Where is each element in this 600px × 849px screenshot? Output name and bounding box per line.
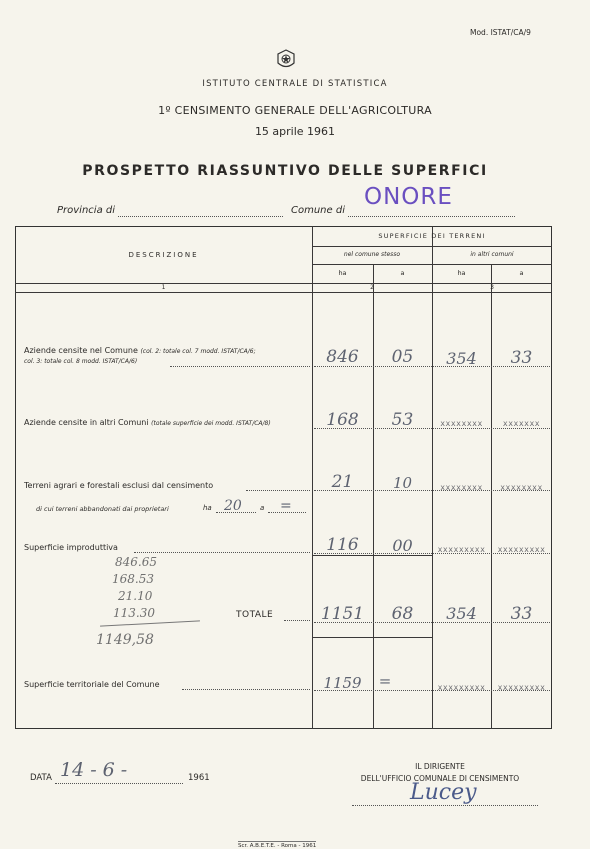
row-label: Superficie improduttiva: [24, 543, 118, 552]
row3-a-stesso: 10: [392, 474, 413, 492]
pencil-calc-line: 846.65: [115, 555, 157, 569]
unit-a-1: a: [400, 269, 405, 277]
institute-name: ISTITUTO CENTRALE DI STATISTICA: [202, 79, 388, 89]
page-edge: [590, 0, 600, 849]
pencil-calc-line: 168.53: [112, 572, 154, 586]
sub-row-ha-label: ha: [203, 504, 212, 512]
printer-note: Scr. A.B.E.T.E. - Roma - 1961: [238, 843, 317, 849]
row3-a-altri: xxxxxxxx: [500, 483, 543, 492]
sub-row-ha-value: 20: [224, 498, 242, 514]
form-code: Mod. ISTAT/CA/9: [470, 28, 531, 37]
row6-ha-altri: xxxxxxxxx: [437, 683, 486, 692]
totale-ha-stesso: 1151: [320, 604, 365, 624]
col-num-2: 2: [370, 284, 374, 291]
col-superficie: SUPERFICIE DEI TERRENI: [378, 232, 486, 240]
sub-row-a-label: a: [260, 504, 265, 512]
row1-ha-altri: 354: [446, 349, 477, 368]
row2-a-altri: xxxxxxx: [502, 419, 541, 428]
row4-ha-stesso: 116: [326, 535, 359, 555]
signature-label-2: DELL'UFFICIO COMUNALE DI CENSIMENTO: [360, 774, 520, 783]
row1-a-stesso: 05: [391, 347, 414, 367]
col-altri: in altri comuni: [470, 251, 514, 258]
row6-a-altri: xxxxxxxxx: [497, 683, 546, 692]
emblem-icon: [275, 48, 297, 72]
row3-ha-stesso: 21: [331, 472, 354, 492]
census-date: 15 aprile 1961: [254, 125, 336, 138]
row2-ha-stesso: 168: [326, 410, 359, 430]
provincia-label: Provincia di: [57, 205, 116, 216]
signature: Lucey: [410, 780, 477, 805]
row-note: col. 3: totale col. 8 modd. ISTAT/CA/6): [24, 358, 138, 365]
row6-a-stesso: =: [378, 672, 392, 690]
row1-ha-stesso: 846: [326, 347, 359, 367]
col-num-3: 3: [490, 284, 494, 291]
row2-ha-altri: xxxxxxxx: [440, 419, 483, 428]
comune-field: [348, 216, 515, 217]
surface-table: [15, 226, 552, 729]
unit-a-2: a: [519, 269, 524, 277]
row2-a-stesso: 53: [391, 410, 414, 430]
unit-ha-2: ha: [457, 269, 466, 277]
row4-ha-altri: xxxxxxxxx: [437, 545, 486, 554]
data-label: DATA: [30, 773, 52, 783]
data-year: 1961: [188, 773, 210, 783]
row1-a-altri: 33: [510, 348, 533, 368]
totale-a-altri: 33: [510, 604, 533, 624]
sub-row-a-value: =: [280, 498, 292, 514]
row4-a-altri: xxxxxxxxx: [497, 545, 546, 554]
totale-ha-altri: 354: [446, 604, 477, 623]
provincia-field: [118, 216, 283, 217]
signature-label-1: IL DIRIGENTE: [415, 762, 465, 771]
data-value: 14 - 6 -: [60, 759, 128, 781]
unit-ha-1: ha: [338, 269, 347, 277]
totale-label: TOTALE: [236, 610, 274, 620]
col-descrizione: DESCRIZIONE: [128, 251, 199, 259]
census-title: 1º CENSIMENTO GENERALE DELL'AGRICOLTURA: [158, 104, 432, 117]
row3-ha-altri: xxxxxxxx: [440, 483, 483, 492]
row-label: Terreni agrari e forestali esclusi dal censimento: [24, 481, 214, 490]
pencil-calc-line: 113.30: [113, 606, 155, 620]
row6-ha-stesso: 1159: [323, 674, 362, 692]
row-label: Aziende censite nel Comune (col. 2: totale col. 7 modd. ISTAT/CA/6;: [24, 346, 256, 355]
row4-a-stesso: 00: [392, 536, 413, 555]
pencil-calc-result: 1149,58: [96, 632, 154, 648]
document-title: PROSPETTO RIASSUNTIVO DELLE SUPERFICI: [82, 163, 488, 179]
comune-label: Comune di: [291, 205, 345, 216]
totale-a-stesso: 68: [391, 604, 414, 624]
row-label: Aziende censite in altri Comuni (totale superficie dei modd. ISTAT/CA/8): [24, 418, 271, 427]
sub-row-label: di cui terreni abbandonati dai proprietari: [36, 505, 169, 513]
row-label: Superficie territoriale del Comune: [24, 680, 160, 689]
comune-stamp: ONORE: [364, 184, 453, 210]
col-stesso: nel comune stesso: [343, 251, 401, 258]
col-num-1: 1: [161, 284, 166, 291]
pencil-calc-line: 21.10: [118, 589, 153, 603]
